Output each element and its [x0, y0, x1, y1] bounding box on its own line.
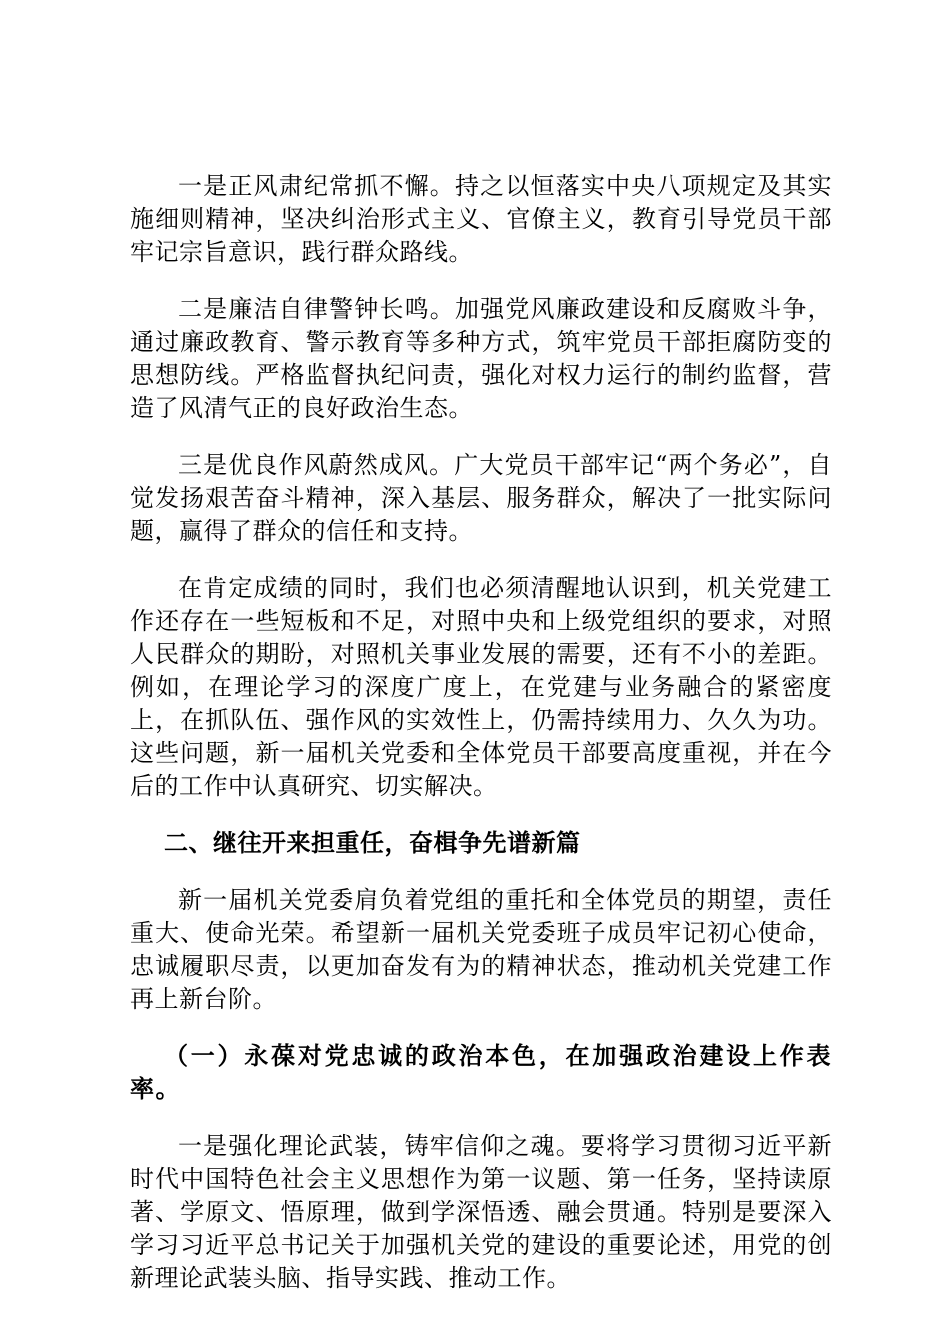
paragraph-shortcomings: 在肯定成绩的同时，我们也必须清醒地认识到，机关党建工作还存在一些短板和不足，对照中央和上级党组织的要求，对照人民群众的期盼，对照机关事业发展的需要，还有不小的差距。例如，在理论学习的深度广度上，在党建与业务融合的紧密度上，在抓队伍、强作风的实效性上，仍需持续用力、久久为功。这些问题，新一届机关党委和全体党员干部要高度重视，并在今后的工作中认真研究、切实解决。	[130, 574, 832, 800]
section-heading: 二、继往开来担重任，奋楫争先谱新篇	[164, 829, 581, 857]
paragraph-theory-study: 一是强化理论武装，铸牢信仰之魂。要将学习贯彻习近平新时代中国特色社会主义思想作为第一议题、第一任务，坚持读原著、学原文、悟原理，做到学深悟透、融会贯通。特别是要深入学习习近平总书记关于加强机关党的建设的重要论述，用党的创新理论武装头脑、指导实践、推动工作。	[130, 1132, 832, 1292]
paragraph-discipline: 一是正风肃纪常抓不懈。持之以恒落实中央八项规定及其实施细则精神，坚决纠治形式主义、官僚主义，教育引导党员干部牢记宗旨意识，践行群众路线。	[130, 172, 832, 266]
document-page	[130, 170, 832, 1319]
paragraph-integrity: 二是廉洁自律警钟长鸣。加强党风廉政建设和反腐败斗争，通过廉政教育、警示教育等多种方式，筑牢党员干部拒腐防变的思想防线。严格监督执纪问责，强化对权力运行的制约监督，营造了风清气正的良好政治生态。	[130, 295, 832, 422]
subsection-heading: （一）永葆对党忠诚的政治本色，在加强政治建设上作表率。	[130, 1042, 832, 1103]
section-intro-paragraph: 新一届机关党委肩负着党组的重托和全体党员的期望，责任重大、使命光荣。希望新一届机关党委班子成员牢记初心使命，忠诚履职尽责，以更加奋发有为的精神状态，推动机关党建工作再上新台阶。	[130, 886, 832, 1013]
paragraph-work-style: 三是优良作风蔚然成风。广大党员干部牢记“两个务必”，自觉发扬艰苦奋斗精神，深入基层、服务群众，解决了一批实际问题，赢得了群众的信任和支持。	[130, 451, 832, 545]
